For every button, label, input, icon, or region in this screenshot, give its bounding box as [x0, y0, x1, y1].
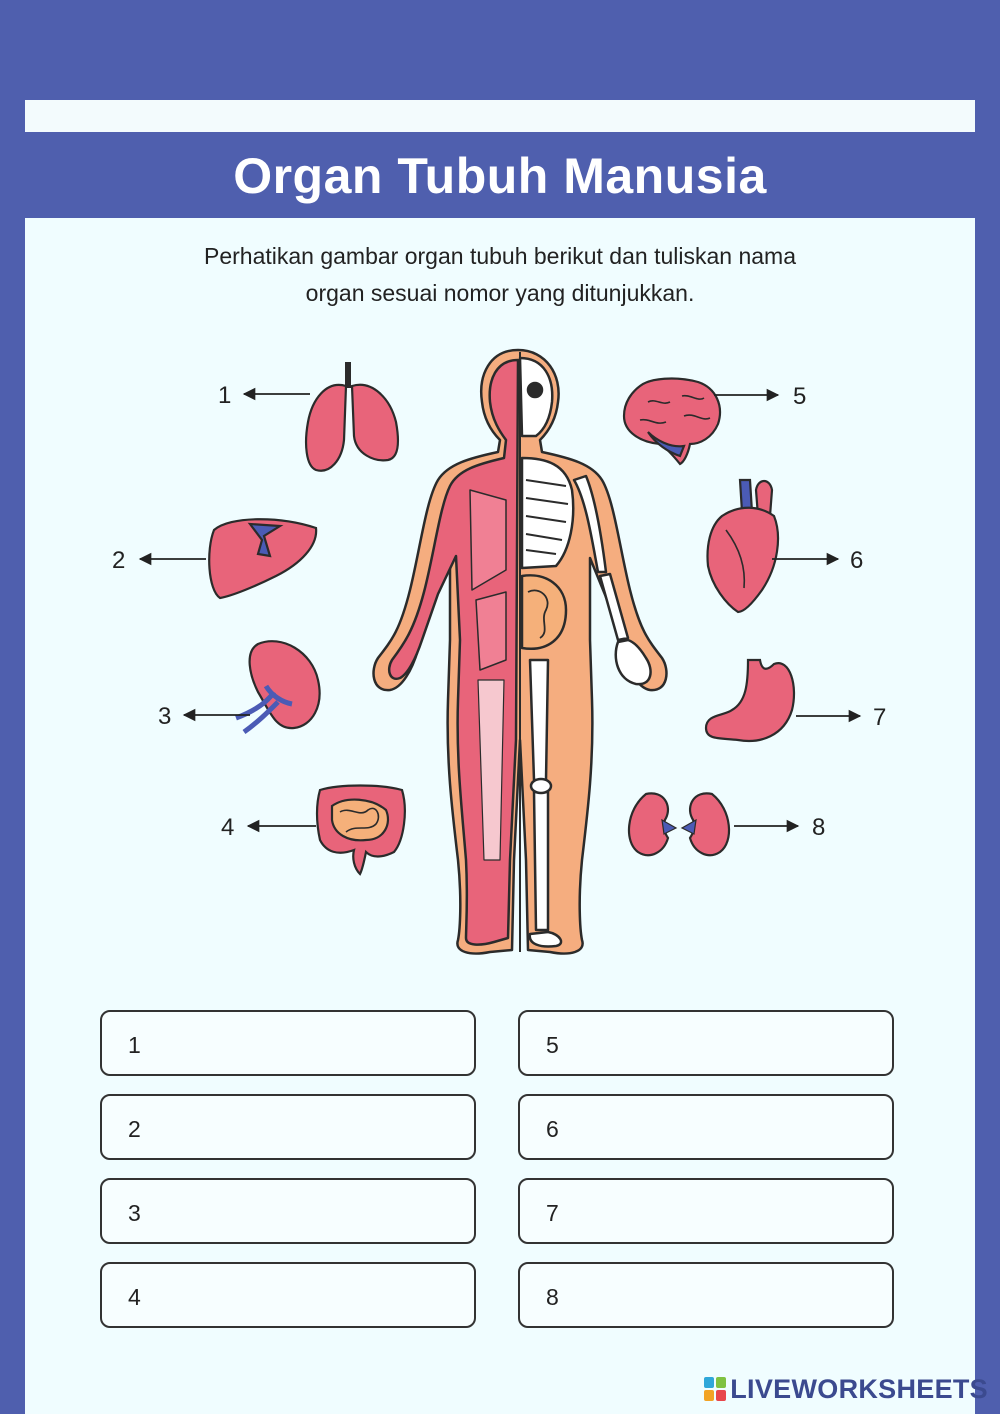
- organ-label-4: 4: [221, 814, 235, 841]
- answer-box-8[interactable]: [518, 1262, 894, 1328]
- brand-watermark: [704, 1372, 988, 1406]
- answer-number: 2: [128, 1116, 141, 1142]
- answer-box-4[interactable]: [100, 1262, 476, 1328]
- organ-label-8: 8: [812, 814, 826, 841]
- organ-diagram: [0, 340, 1000, 980]
- instruction-line-1: Perhatikan gambar organ tubuh berikut dan tuliskan nama: [204, 243, 796, 269]
- answer-box-6[interactable]: [518, 1094, 894, 1160]
- answer-box-7[interactable]: [518, 1178, 894, 1244]
- human-body-icon: [374, 350, 667, 954]
- answer-number: 1: [128, 1032, 141, 1058]
- answer-box-5[interactable]: [518, 1010, 894, 1076]
- header-strip: [25, 100, 975, 132]
- answer-number: 8: [546, 1284, 559, 1310]
- answer-number: 4: [128, 1284, 141, 1310]
- brand-logo-icon: [704, 1377, 726, 1401]
- brain-icon: [624, 379, 720, 464]
- answer-number: 6: [546, 1116, 559, 1142]
- organ-label-3: 3: [158, 703, 172, 730]
- organ-label-2: 2: [112, 547, 126, 574]
- kidneys-icon: [629, 793, 729, 855]
- organ-label-6: 6: [850, 547, 864, 574]
- page-title: Organ Tubuh Manusia: [233, 148, 767, 204]
- heart-icon: [708, 480, 778, 612]
- intestine-icon: [317, 786, 405, 875]
- instruction-text: [100, 238, 900, 312]
- answer-number: 3: [128, 1200, 141, 1226]
- organ-label-5: 5: [793, 383, 807, 410]
- answer-box-2[interactable]: [100, 1094, 476, 1160]
- answer-box-1[interactable]: [100, 1010, 476, 1076]
- instruction-line-2: organ sesuai nomor yang ditunjukkan.: [305, 280, 695, 306]
- answer-number: 7: [546, 1200, 559, 1226]
- organ-label-1: 1: [218, 382, 232, 409]
- brand-name: LIVEWORKSHEETS: [730, 1373, 988, 1404]
- liver-icon: [209, 519, 316, 598]
- stomach-icon: [706, 660, 794, 741]
- lungs-icon: [306, 362, 398, 471]
- answer-number: 5: [546, 1032, 559, 1058]
- organ-label-7: 7: [873, 704, 887, 731]
- spleen-icon: [236, 641, 320, 732]
- answer-box-3[interactable]: [100, 1178, 476, 1244]
